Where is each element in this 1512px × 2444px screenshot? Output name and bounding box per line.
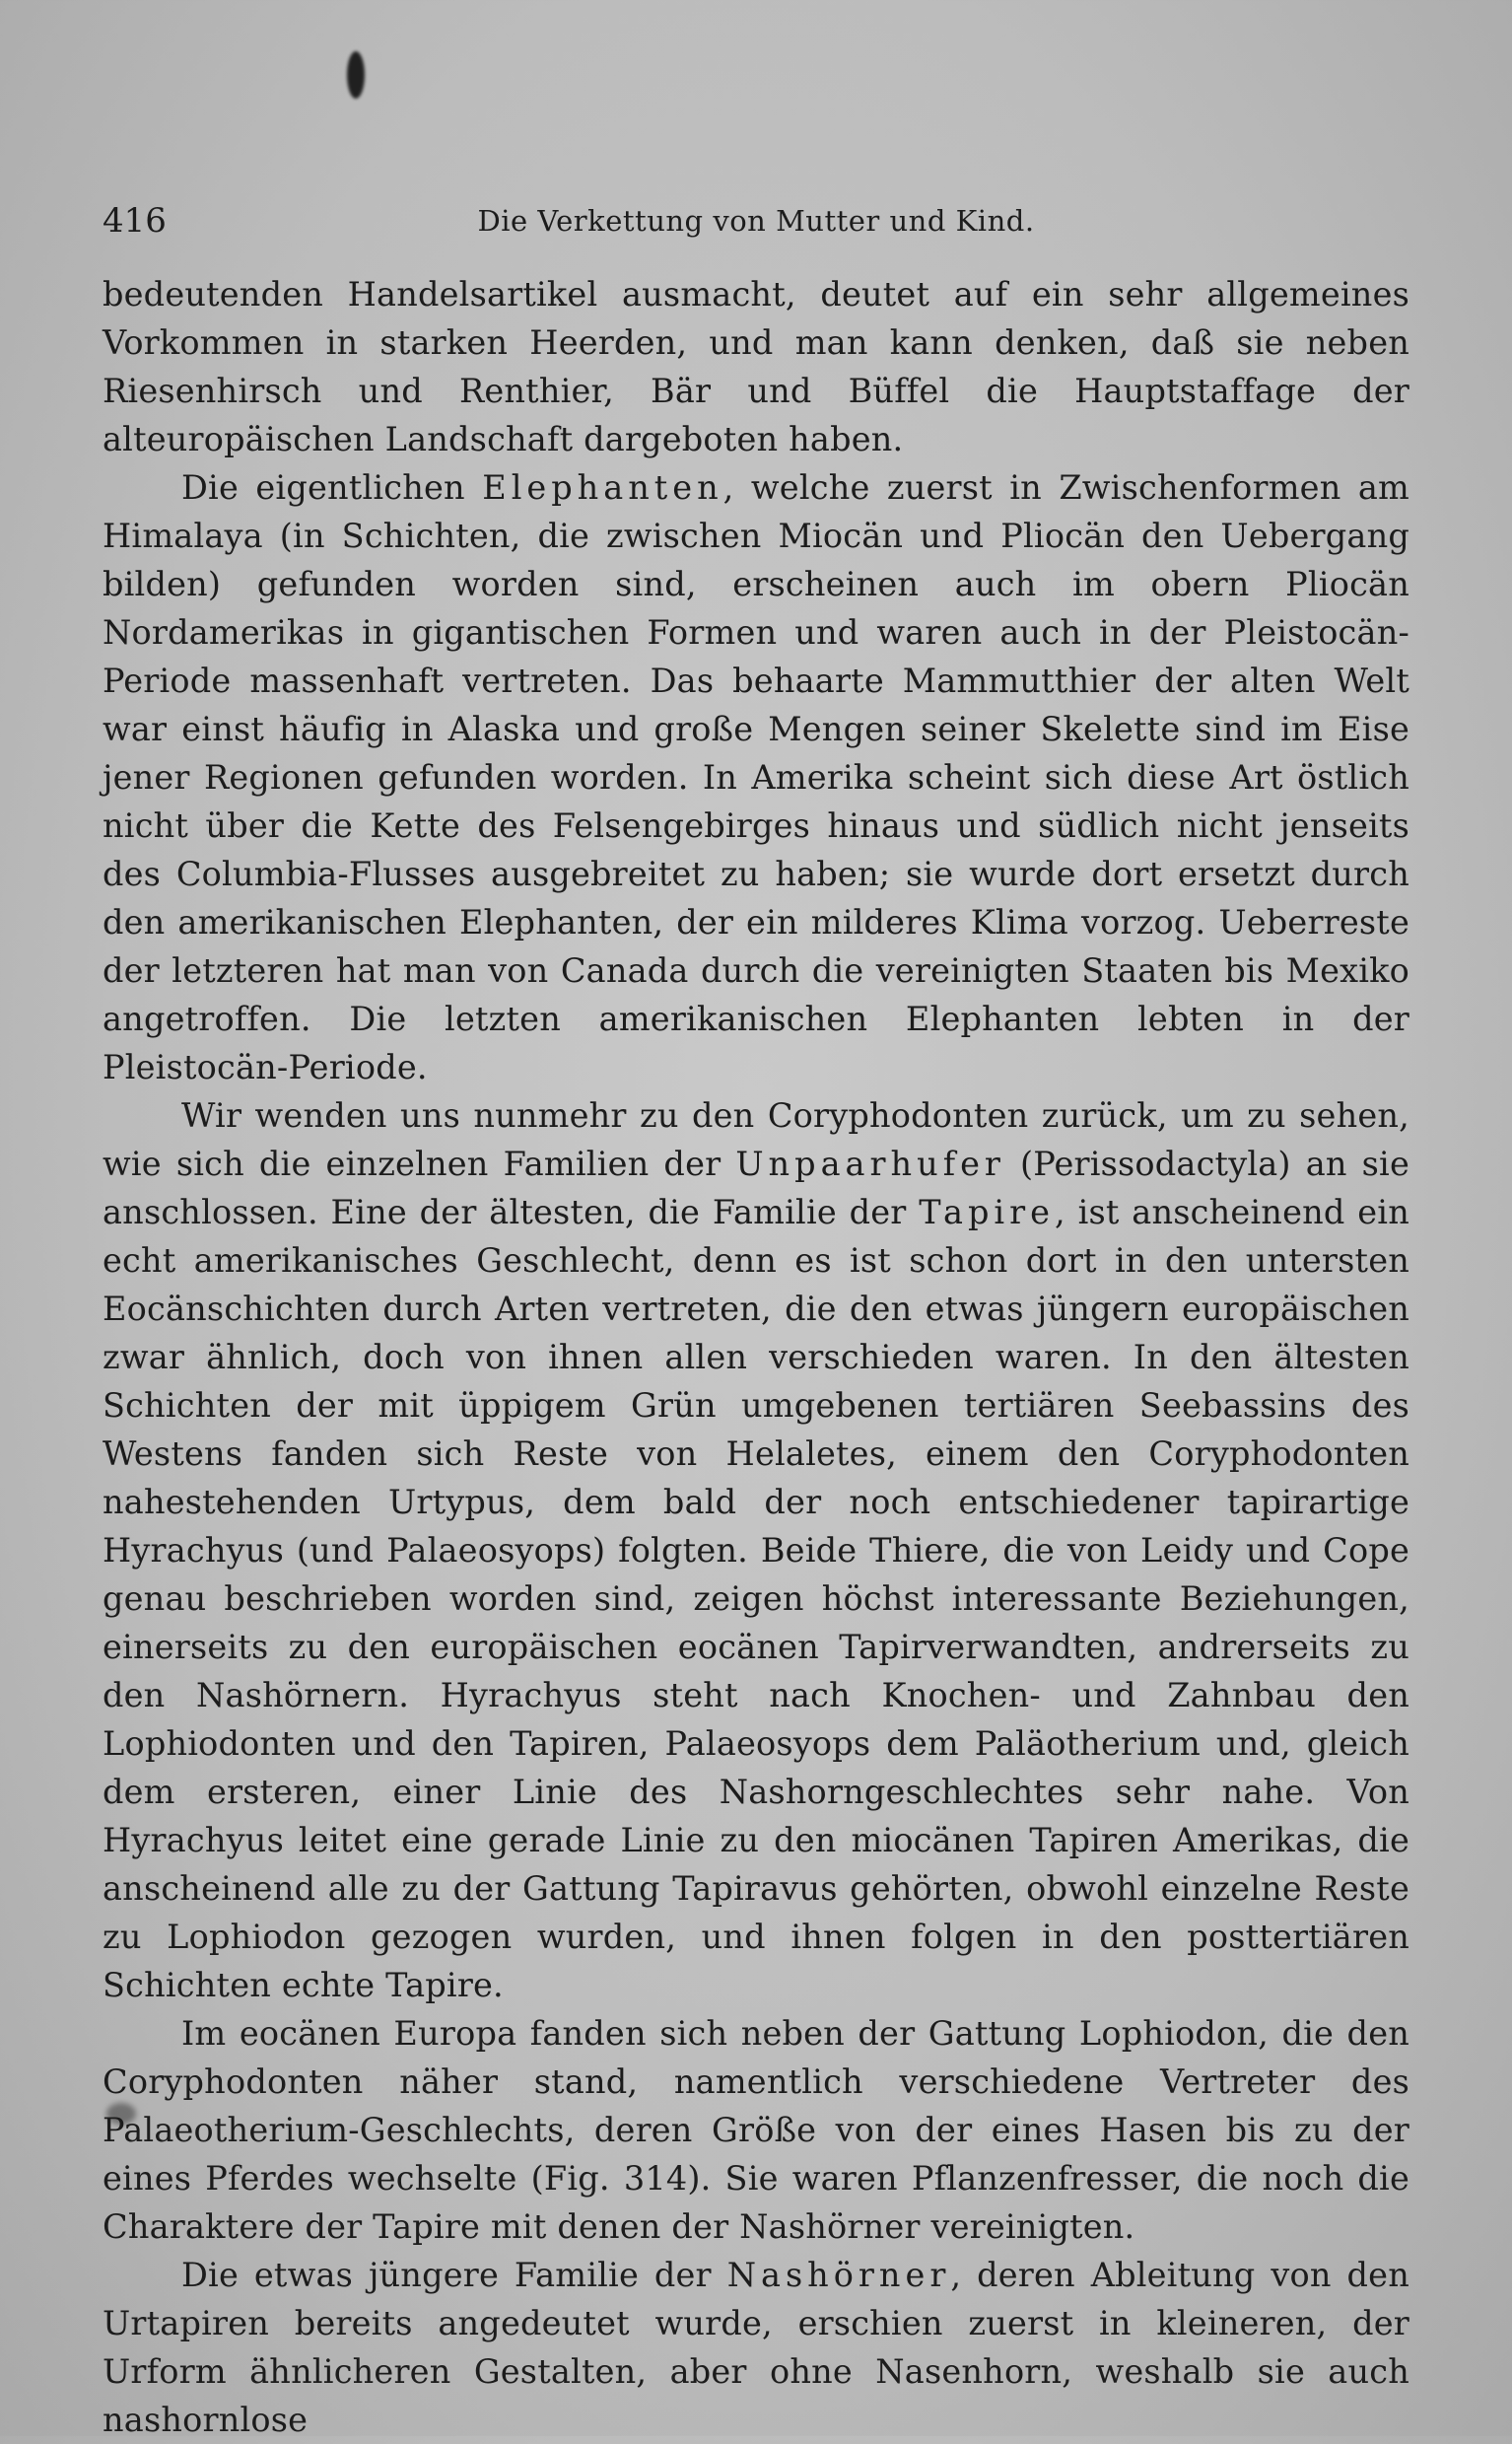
- text-run: , deren Ableitung von den Urtapiren bereits angedeutet wurde, erschien zuerst in kleineren, der Urform ähnlicheren Gestalten, aber ohne Nasenhorn, weshalb sie auch nashornlose: [103, 2256, 1409, 2439]
- body-text: [103, 270, 1409, 2444]
- text-run: Im eocänen Europa fanden sich neben der Gattung Lophiodon, die den Coryphodonten näher stand, namentlich verschiedene Vertreter des Palaeotherium-Geschlechts, deren Größe von der eines Hasen bis zu der eines Pferdes wechselte (Fig. 314). Sie waren Pflanzenfresser, die noch die Charaktere der Tapire mit denen der Nashörner vereinigten.: [103, 2014, 1409, 2246]
- emphasized-term: Unpaarhufer: [735, 1145, 1005, 1183]
- paragraph: [103, 2251, 1409, 2444]
- paragraph: [103, 270, 1409, 463]
- text-run: , welche zuerst in Zwischenformen am Himalaya (in Schichten, die zwischen Miocän und Pliocän den Uebergang bilden) gefunden worden sind, erscheinen auch im obern Pliocän Nordamerikas in gigantischen Formen und waren auch in der Pleistocän-Periode massenhaft vertreten. Das behaarte Mammutthier der alten Welt war einst häufig in Alaska und große Mengen seiner Skelette sind im Eise jener Regionen gefunden worden. In Amerika scheint sich diese Art östlich nicht über die Kette des Felsengebirges hinaus und südlich nicht jenseits des Columbia-Flusses ausgebreitet zu haben; sie wurde dort ersetzt durch den amerikanischen Elephanten, der ein milderes Klima vorzog. Ueberreste der letzteren hat man von Canada durch die vereinigten Staaten bis Mexiko angetroffen. Die letzten amerikanischen Elephanten lebten in der Pleistocän-Periode.: [103, 468, 1410, 1086]
- paragraph: [103, 1091, 1409, 2009]
- text-run: Wir wenden uns nunmehr zu den Coryphodonten zurück, um zu sehen, wie sich die einzelnen Familien der: [103, 1096, 1409, 1183]
- text-run: Die eigentlichen: [181, 468, 483, 507]
- page-header: [103, 195, 1409, 246]
- text-run: , ist anscheinend ein echt amerikanisches Geschlecht, denn es ist schon dort in den untersten Eocänschichten durch Arten vertreten, die den etwas jüngern europäischen zwar ähnlich, doch von ihnen allen verschieden waren. In den ältesten Schichten der mit üppigem Grün umgebenen tertiären Seebassins des Westens fanden sich Reste von Helaletes, einem den Coryphodonten nahestehenden Urtypus, dem bald der noch entschiedener tapirartige Hyrachyus (und Palaeosyops) folgten. Beide Thiere, die von Leidy und Cope genau beschrieben worden sind, zeigen höchst interessante Beziehungen, einerseits zu den europäischen eocänen Tapirverwandten, andrerseits zu den Nashörnern. Hyrachyus steht nach Knochen- und Zahnbau den Lophiodonten und den Tapiren, Palaeosyops dem Paläotherium und, gleich dem ersteren, einer Linie des Nashorngeschlechtes sehr nahe. Von Hyrachyus leitet eine gerade Linie zu den miocänen Tapiren Amerikas, die anscheinend alle zu der Gattung Tapiravus gehörten, obwohl einzelne Reste zu Lophiodon gezogen wurden, und ihnen folgen in den posttertiären Schichten echte Tapire.: [103, 1193, 1409, 2004]
- emphasized-term: Elephanten: [482, 468, 723, 507]
- ink-blot: [347, 51, 365, 99]
- page-number: 416: [103, 201, 167, 241]
- running-title: Die Verkettung von Mutter und Kind.: [477, 204, 1035, 238]
- paragraph: [103, 463, 1409, 1091]
- paragraph: [103, 2009, 1409, 2251]
- text-run: bedeutenden Handelsartikel ausmacht, deutet auf ein sehr allgemeines Vorkommen in starken Heerden, und man kann denken, daß sie neben Riesenhirsch und Renthier, Bär und Büffel die Hauptstaffage der alteuropäischen Landschaft dargeboten haben.: [103, 275, 1409, 458]
- emphasized-term: Nashörner: [726, 2256, 951, 2294]
- text-run: (Perissodactyla) an sie anschlossen. Eine der ältesten, die Familie der: [103, 1145, 1409, 1231]
- text-run: Die etwas jüngere Familie der: [181, 2256, 727, 2294]
- emphasized-term: Tapire: [919, 1193, 1055, 1231]
